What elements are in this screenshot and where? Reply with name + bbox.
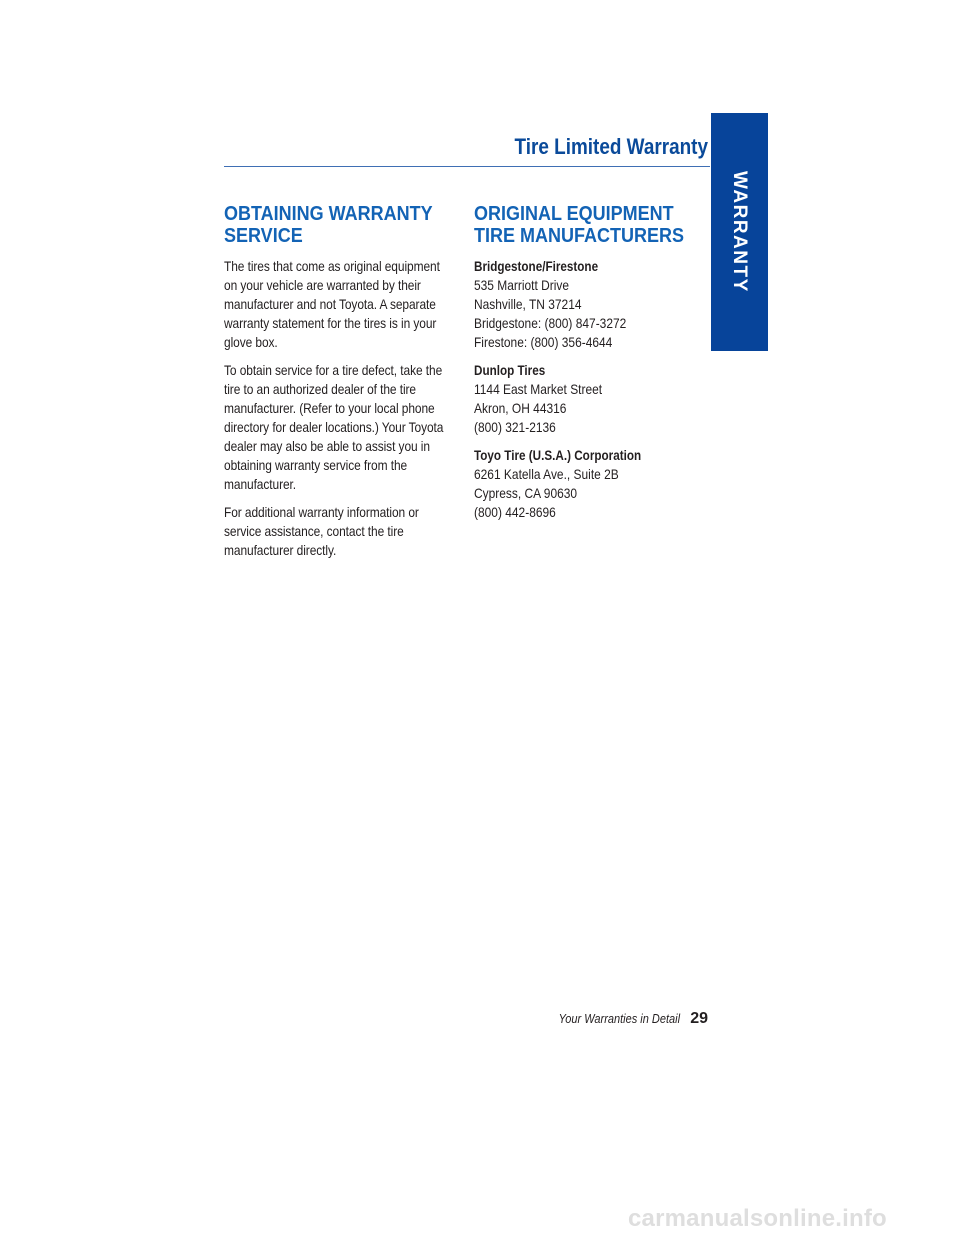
manufacturer-address-line: 1144 East Market Street (474, 382, 603, 397)
side-tab-label: WARRANTY (729, 171, 750, 293)
manufacturer-entry (474, 446, 710, 522)
manufacturer-phone: Firestone: (800) 356-4644 (474, 335, 613, 350)
paragraph-line: dealer may also be able to assist you in (224, 439, 430, 454)
title-rule (224, 166, 710, 167)
paragraph (224, 361, 460, 494)
manufacturer-address-line: 535 Marriott Drive (474, 278, 570, 293)
page-number: 29 (690, 1010, 708, 1027)
paragraph-line: warranty statement for the tires is in your (224, 316, 437, 331)
paragraph-line: service assistance, contact the tire (224, 524, 404, 539)
manufacturer-entry (474, 257, 710, 352)
manufacturer-address-line: Cypress, CA 90630 (474, 486, 578, 501)
paragraph-line: manufacturer. (224, 477, 297, 492)
manufacturer-entry (474, 361, 710, 437)
paragraph-line: directory for dealer locations.) Your Toyota (224, 420, 444, 435)
paragraph-line: obtaining warranty service from the (224, 458, 408, 473)
watermark: carmanualsonline.info (628, 1205, 887, 1232)
paragraph-line: manufacturer directly. (224, 543, 337, 558)
page-title: Tire Limited Warranty (514, 134, 708, 159)
paragraph-line: manufacturer and not Toyota. A separate (224, 297, 436, 312)
paragraph-line: manufacturer. (Refer to your local phone (224, 401, 435, 416)
obtaining-warranty-service-heading (224, 203, 436, 247)
heading-line: SERVICE (224, 225, 303, 247)
original-equipment-heading (474, 203, 686, 247)
paragraph (224, 503, 460, 560)
paragraph (224, 257, 460, 352)
page-footer (542, 1010, 708, 1028)
heading-line: OBTAINING WARRANTY (224, 203, 433, 225)
heading-line: ORIGINAL EQUIPMENT (474, 203, 674, 225)
manufacturer-name: Toyo Tire (U.S.A.) Corporation (474, 448, 642, 463)
manufacturer-address-line: Nashville, TN 37214 (474, 297, 582, 312)
paragraph-line: tire to an authorized dealer of the tire (224, 382, 416, 397)
manufacturer-phone: Bridgestone: (800) 847-3272 (474, 316, 627, 331)
left-column (224, 203, 460, 569)
heading-line: TIRE MANUFACTURERS (474, 225, 685, 247)
paragraph-line: For additional warranty information or (224, 505, 419, 520)
paragraph-line: The tires that come as original equipment (224, 259, 440, 274)
manufacturer-name: Dunlop Tires (474, 363, 546, 378)
section-side-tab (711, 113, 768, 351)
paragraph-line: To obtain service for a tire defect, take the (224, 363, 443, 378)
paragraph-line: glove box. (224, 335, 278, 350)
right-column (474, 203, 710, 531)
footer-section-label: Your Warranties in Detail (558, 1012, 680, 1026)
manufacturer-phone: (800) 321-2136 (474, 420, 556, 435)
manufacturer-phone: (800) 442-8696 (474, 505, 556, 520)
paragraph-line: on your vehicle are warranted by their (224, 278, 421, 293)
manufacturer-address-line: Akron, OH 44316 (474, 401, 567, 416)
manufacturer-address-line: 6261 Katella Ave., Suite 2B (474, 467, 619, 482)
manufacturer-name: Bridgestone/Firestone (474, 259, 599, 274)
